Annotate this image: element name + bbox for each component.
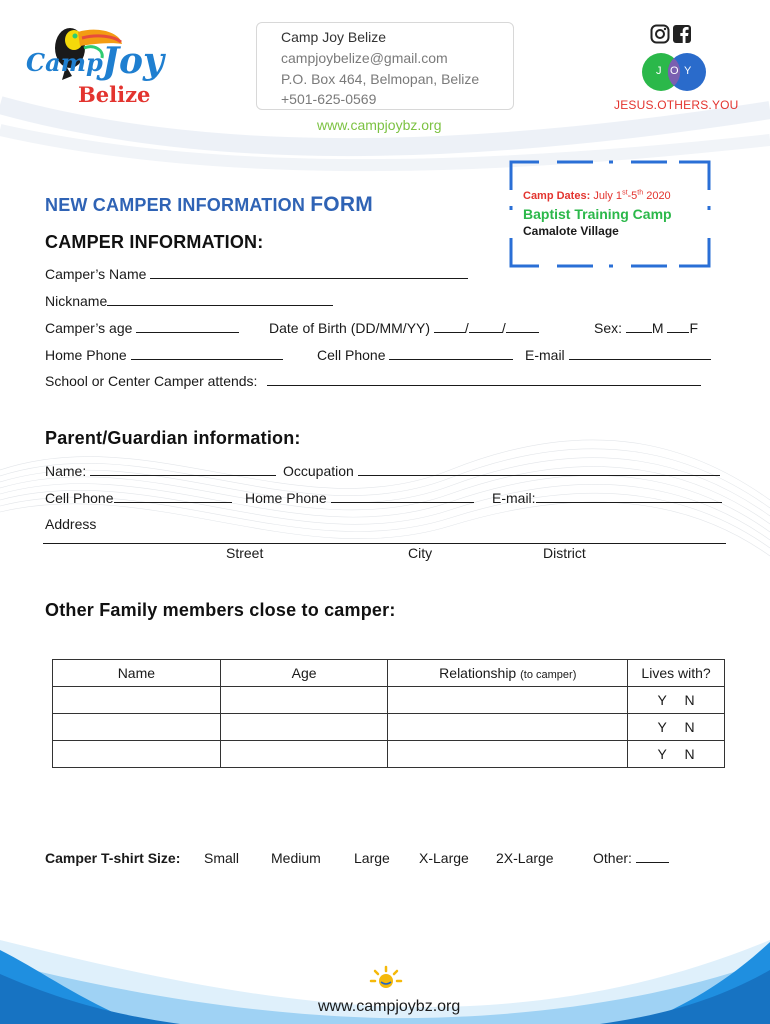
- org-name: Camp Joy Belize: [281, 29, 387, 45]
- camper-age-row: [45, 320, 239, 336]
- parent-email-row: [492, 490, 722, 506]
- logo-camp-text: Camp: [26, 48, 103, 77]
- cell-phone-field[interactable]: [389, 348, 513, 360]
- sex-f-label: F: [689, 320, 699, 336]
- tshirt-other-row: [593, 850, 669, 866]
- cell-phone-label: Cell Phone: [317, 347, 386, 363]
- camp-joy-belize-logo: [22, 18, 182, 113]
- parent-cell-row: [45, 490, 232, 506]
- occupation-row: [283, 463, 720, 479]
- camper-info-heading: CAMPER INFORMATION:: [45, 232, 264, 252]
- website-link-bottom[interactable]: www.campjoybz.org: [318, 998, 461, 1015]
- family-relationship-cell[interactable]: [388, 687, 628, 714]
- col-header-relationship: [388, 660, 628, 687]
- table-row: [53, 741, 725, 768]
- col-header-lives-with: Lives with?: [628, 660, 725, 687]
- col-header-age: Age: [220, 660, 388, 687]
- camp-dates-sup-st: st: [622, 189, 628, 197]
- email-row: [525, 347, 711, 363]
- joy-letter-o: O: [670, 65, 679, 77]
- camp-dates-year: 2020: [646, 190, 671, 202]
- contact-email[interactable]: campjoybelize@gmail.com: [281, 50, 448, 66]
- tshirt-option-xlarge[interactable]: X-Large: [419, 850, 469, 866]
- joy-letter-j: J: [656, 65, 663, 77]
- dob-month-field[interactable]: [469, 321, 502, 333]
- form-title-suffix: FORM: [310, 193, 373, 216]
- logo-joy-text: Joy: [102, 40, 164, 82]
- family-relationship-cell[interactable]: [388, 741, 628, 768]
- tshirt-other-field[interactable]: [636, 851, 669, 863]
- nickname-row: [45, 293, 333, 309]
- family-table-header: [53, 660, 725, 687]
- sex-row: [594, 320, 698, 336]
- family-age-cell[interactable]: [220, 741, 388, 768]
- school-field[interactable]: [267, 374, 701, 386]
- occupation-field[interactable]: [358, 464, 720, 476]
- home-phone-field[interactable]: [131, 348, 283, 360]
- facebook-icon[interactable]: [672, 24, 692, 44]
- family-name-cell[interactable]: [53, 687, 221, 714]
- parent-home-row: [245, 490, 474, 506]
- tshirt-option-medium[interactable]: Medium: [271, 850, 321, 866]
- email-field[interactable]: [569, 348, 711, 360]
- joy-circles-badge: [641, 52, 707, 92]
- tshirt-option-large[interactable]: Large: [354, 850, 390, 866]
- camper-age-field[interactable]: [136, 321, 239, 333]
- cell-phone-row: [317, 347, 513, 363]
- nickname-label: Nickname: [45, 293, 108, 309]
- address-line[interactable]: [43, 543, 726, 544]
- parent-home-label: Home Phone: [245, 490, 327, 506]
- dob-row: Date of Birth (DD/MM/YY) / /: [269, 320, 539, 336]
- parent-email-label: E-mail:: [492, 490, 536, 506]
- sun-icon: [369, 965, 403, 993]
- tshirt-size-label: Camper T-shirt Size:: [45, 850, 181, 866]
- tshirt-option-small[interactable]: Small: [204, 850, 240, 866]
- home-phone-label: Home Phone: [45, 347, 127, 363]
- family-heading: Other Family members close to camper:: [45, 600, 396, 620]
- address-label: Address: [45, 516, 97, 532]
- parent-name-row: [45, 463, 276, 479]
- email-label: E-mail: [525, 347, 565, 363]
- parent-cell-label: Cell Phone: [45, 490, 114, 506]
- family-age-cell[interactable]: [220, 714, 388, 741]
- form-title: [45, 193, 373, 217]
- camper-name-field[interactable]: [150, 267, 468, 279]
- camp-dates-content: [523, 190, 672, 238]
- sex-m-field[interactable]: [626, 321, 652, 333]
- camp-dates-label: Camp Dates:: [523, 190, 591, 202]
- tagline: JESUS.OTHERS.YOU: [614, 98, 739, 112]
- instagram-icon[interactable]: [650, 24, 670, 44]
- family-lives-with-cell[interactable]: Y N: [628, 741, 725, 768]
- contact-info-box: [256, 22, 514, 110]
- tshirt-option-2xlarge[interactable]: 2X-Large: [496, 850, 554, 866]
- col-header-relationship-note: (to camper): [520, 669, 577, 681]
- sex-f-field[interactable]: [667, 321, 689, 333]
- parent-email-field[interactable]: [536, 491, 722, 503]
- camp-dates-sup-th: th: [637, 189, 644, 197]
- tshirt-other-label: Other:: [593, 850, 632, 866]
- nickname-field[interactable]: [107, 294, 333, 306]
- occupation-label: Occupation: [283, 463, 354, 479]
- parent-cell-field[interactable]: [114, 491, 232, 503]
- camp-dates-end: -5: [627, 190, 638, 202]
- dob-day-field[interactable]: [434, 321, 465, 333]
- camper-age-label: Camper’s age: [45, 320, 133, 336]
- school-row: [45, 373, 701, 389]
- city-label: City: [408, 545, 433, 561]
- sex-m-label: M: [651, 320, 664, 336]
- joy-letter-y: Y: [684, 65, 692, 77]
- family-lives-with-cell[interactable]: Y N: [628, 714, 725, 741]
- col-header-relationship-label: Relationship: [439, 665, 517, 681]
- camper-name-label: Camper’s Name: [45, 266, 147, 282]
- family-age-cell[interactable]: [220, 687, 388, 714]
- home-phone-row: [45, 347, 283, 363]
- contact-phone: +501-625-0569: [281, 91, 377, 107]
- parent-info-heading: Parent/Guardian information:: [45, 428, 301, 448]
- parent-name-label: Name:: [45, 463, 87, 479]
- parent-name-field[interactable]: [90, 464, 276, 476]
- camp-village: Camalote Village: [523, 224, 619, 238]
- dob-year-field[interactable]: [506, 321, 539, 333]
- family-lives-with-cell[interactable]: Y N: [628, 687, 725, 714]
- contact-address: P.O. Box 464, Belmopan, Belize: [281, 71, 480, 87]
- camp-name: Baptist Training Camp: [523, 206, 672, 222]
- table-row: [53, 714, 725, 741]
- family-table: [52, 659, 725, 768]
- camp-dates-start: July 1: [593, 190, 623, 202]
- camp-dates-line: [523, 190, 672, 202]
- parent-home-field[interactable]: [331, 491, 474, 503]
- form-title-main: NEW CAMPER INFORMATION: [45, 195, 306, 215]
- street-label: Street: [226, 545, 264, 561]
- family-name-cell[interactable]: [53, 714, 221, 741]
- website-link-top[interactable]: www.campjoybz.org: [317, 117, 442, 133]
- school-label: School or Center Camper attends:: [45, 373, 258, 389]
- family-name-cell[interactable]: [53, 741, 221, 768]
- table-row: [53, 687, 725, 714]
- camper-name-row: [45, 266, 468, 282]
- logo-belize-text: Belize: [78, 82, 151, 107]
- family-relationship-cell[interactable]: [388, 714, 628, 741]
- district-label: District: [543, 545, 586, 561]
- col-header-name: Name: [53, 660, 221, 687]
- dob-label: Date of Birth (DD/MM/YY): [269, 320, 431, 336]
- sex-label: Sex:: [594, 320, 623, 336]
